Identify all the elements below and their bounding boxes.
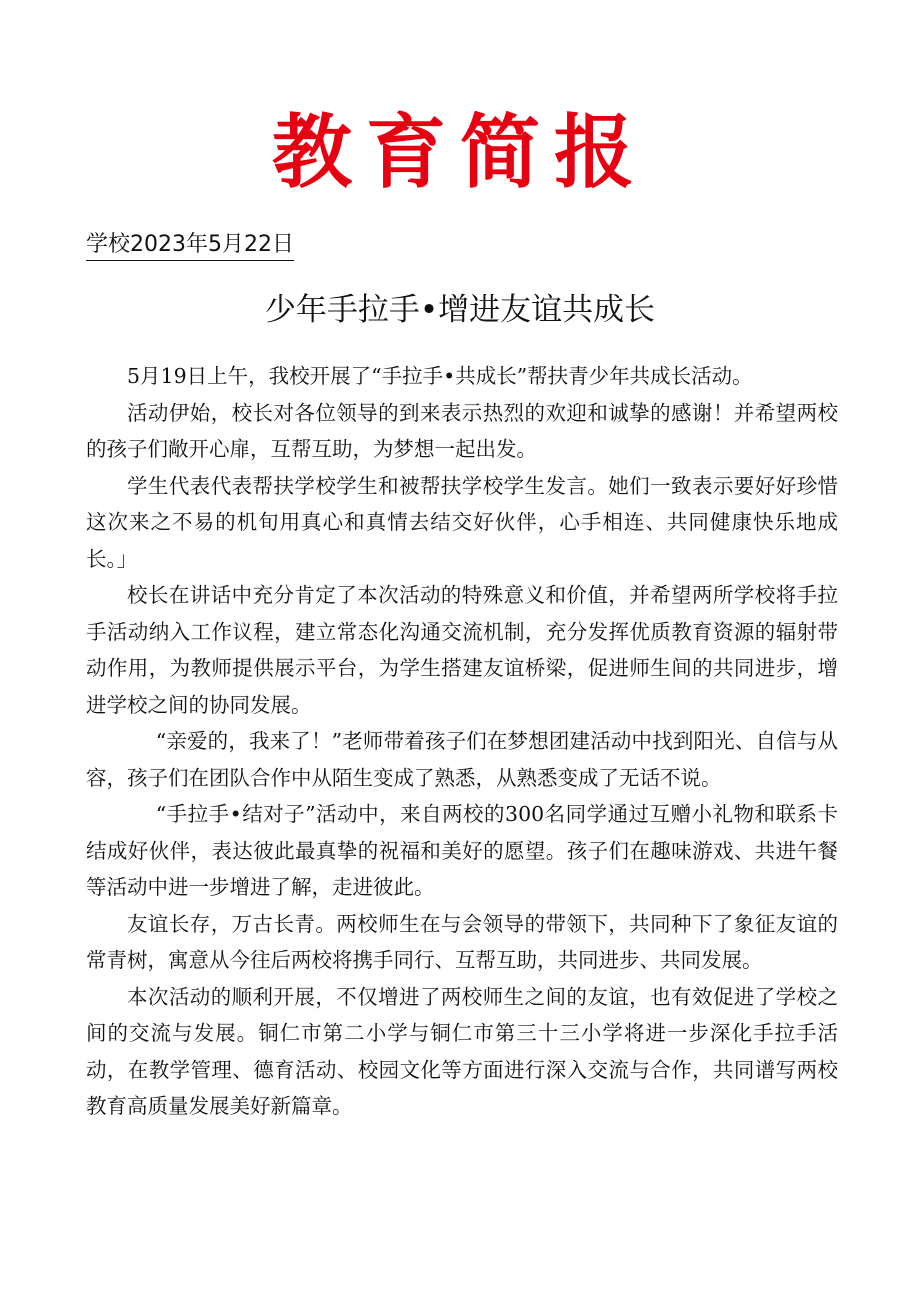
article-paragraph: 友谊长存，万古长青。两校师生在与会领导的带领下，共同种下了象征友谊的常青树，寓意从今往后两校将携手同行、互帮互助，共同进步、共同发展。 — [86, 911, 838, 972]
dateline: 学校2023年5月22日 — [86, 230, 294, 261]
article-body — [86, 358, 838, 1125]
masthead-title: 教育简报 — [272, 105, 648, 199]
article-paragraph: “亲爱的，我来了！”老师带着孩子们在梦想团建活动中找到阳光、自信与从容，孩子们在团队合作中从陌生变成了熟悉，从熟悉变成了无话不说。 — [86, 729, 838, 790]
article-paragraph: 活动伊始，校长对各位领导的到来表示热烈的欢迎和诚挚的感谢！并希望两校的孩子们敞开心扉，互帮互助，为梦想一起出发。 — [86, 400, 838, 461]
article-headline: 少年手拉手•增进友谊共成长 — [264, 292, 656, 328]
article-paragraph: 校长在讲话中充分肯定了本次活动的特殊意义和价值，并希望两所学校将手拉手活动纳入工作议程，建立常态化沟通交流机制，充分发挥优质教育资源的辐射带动作用，为教师提供展示平台，为学生搭建友谊桥梁，促进师生间的共同进步，增进学校之间的协同发展。 — [86, 583, 838, 717]
article-paragraph: “手拉手•结对子”活动中，来自两校的300名同学通过互赠小礼物和联系卡结成好伙伴，表达彼此最真挚的祝福和美好的愿望。孩子们在趣味游戏、共进午餐等活动中进一步增进了解，走进彼此。 — [86, 802, 838, 899]
article-paragraph: 本次活动的顺利开展，不仅增进了两校师生之间的友谊，也有效促进了学校之间的交流与发展。铜仁市第二小学与铜仁市第三十三小学将进一步深化手拉手活动，在教学管理、德育活动、校园文化等方面进行深入交流与合作，共同谱写两校教育高质量发展美好新篇章。 — [86, 984, 838, 1118]
article-paragraph: 5月19日上午，我校开展了“手拉手•共成长”帮扶青少年共成长活动。 — [127, 364, 753, 388]
article-paragraph: 学生代表代表帮扶学校学生和被帮扶学校学生发言。她们一致表示要好好珍惜这次来之不易的机旬用真心和真情去结交好伙伴，心手相连、共同健康快乐地成长。」 — [86, 473, 838, 571]
